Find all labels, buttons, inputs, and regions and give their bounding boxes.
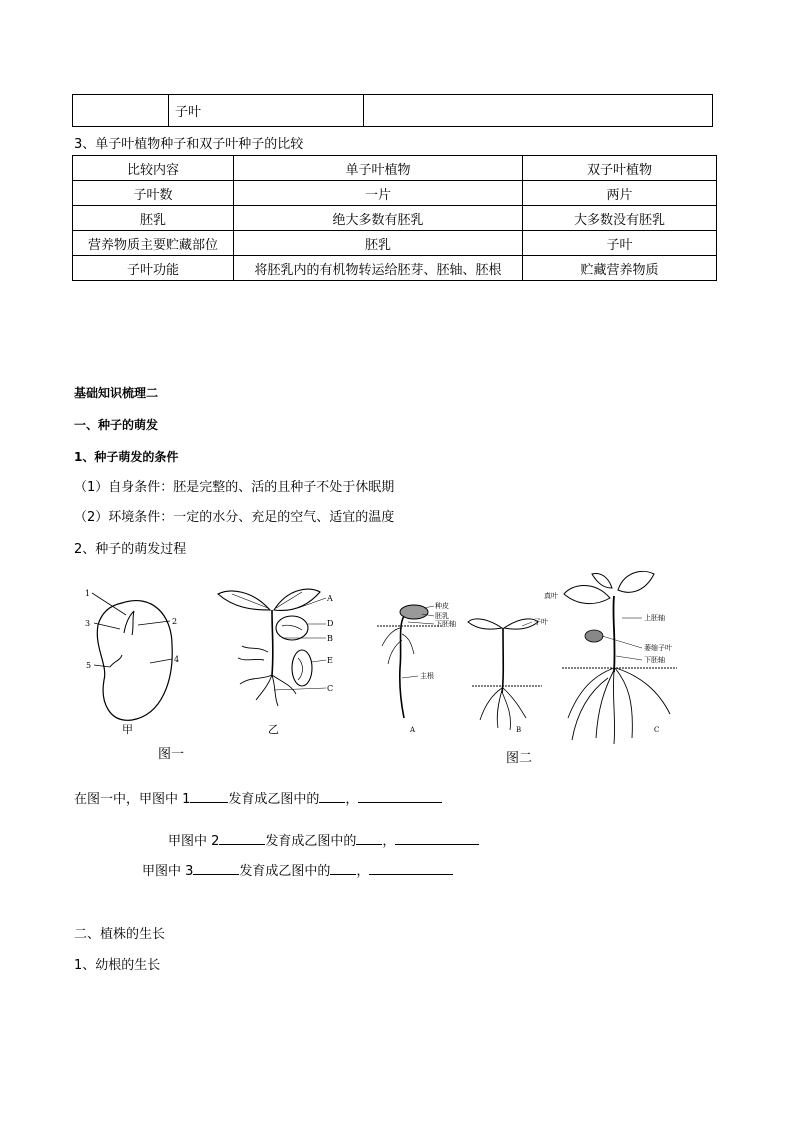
figure1-sublabel-a: 甲 [122,723,133,736]
seed-label-4: 4 [174,655,180,664]
question-2-sep: ， [382,834,396,849]
section2-subheading: 1、幼根的生长 [74,958,161,973]
seedling-label-d: D [327,619,334,628]
table-header-cell: 比较内容 [73,156,234,181]
compare-table [72,155,717,281]
question-3-sep: ， [356,864,370,879]
table-header-row [73,156,717,181]
table-cell: 胚乳 [234,231,523,256]
germination-label-shrunken-cotyledon: 萎缩子叶 [644,644,672,652]
question-2 [168,832,479,851]
table-cell: 两片 [523,181,717,206]
figure2-caption: 图二 [506,751,533,766]
germination-label-seed-coat: 种皮 [435,602,449,610]
question-1-prefix: 在图一中，甲图中 1 [74,792,191,807]
seedling-label-c: C [327,684,334,693]
answer-blank[interactable] [395,832,479,845]
answer-blank[interactable] [193,862,239,875]
seed-label-2: 2 [172,617,178,626]
germination-label-main-root: 主根 [420,672,434,680]
question-1-mid: 发育成乙图中的 [228,792,320,807]
top-table-cell-empty [73,95,169,127]
condition-1: （1）自身条件：胚是完整的、活的且种子不处于休眠期 [74,480,395,495]
germination-label-cotyledon: 子叶 [534,618,548,626]
question-1-sep: ， [345,792,359,807]
section3-title: 3、单子叶植物种子和双子叶种子的比较 [74,137,304,152]
question-3 [142,862,453,881]
germination-label-true-leaf: 真叶 [544,592,558,600]
seedling-diagram [212,580,342,715]
table-row [73,256,717,281]
top-table-cell-label: 子叶 [169,95,364,127]
table-cell: 大多数没有胚乳 [523,206,717,231]
table-row [73,231,717,256]
part2-heading: 基础知识梳理二 [74,386,159,400]
table-cell: 子叶数 [73,181,234,206]
seed-label-5: 5 [86,661,92,670]
answer-blank[interactable] [190,790,228,803]
top-table-cell-empty [364,95,713,127]
condition-2: （2）环境条件：一定的水分、充足的空气、适宜的温度 [74,510,395,525]
figure1-sublabel-b: 乙 [268,723,279,736]
seedling-label-a: A [327,594,333,603]
table-header-cell: 单子叶植物 [234,156,523,181]
table-cell: 子叶功能 [73,256,234,281]
question-1 [74,790,442,809]
section1-heading: 一、种子的萌发 [74,418,159,432]
question-3-prefix: 甲图中 3 [142,864,194,879]
germination-label-hypocotyl-a: 下胚轴 [435,620,456,628]
top-table [72,94,713,127]
figure1-caption: 图一 [158,747,185,762]
table-cell: 绝大多数有胚乳 [234,206,523,231]
seedling-label-b: B [327,634,333,643]
table-cell: 将胚乳内的有机物转运给胚芽、胚轴、胚根 [234,256,523,281]
subsection1-heading: 1、种子萌发的条件 [74,450,179,464]
seed-label-1: 1 [85,589,91,598]
answer-blank[interactable] [330,862,356,875]
seed-label-3: 3 [85,619,91,628]
section2-heading: 二、植株的生长 [74,927,166,942]
table-cell: 营养物质主要贮藏部位 [73,231,234,256]
table-cell: 贮藏营养物质 [523,256,717,281]
germination-stage-a: A [410,726,416,734]
table-cell: 子叶 [523,231,717,256]
table-row [73,181,717,206]
germination-label-endosperm: 胚乳 [435,612,449,620]
seedling-label-e: E [327,656,333,665]
question-3-mid: 发育成乙图中的 [239,864,331,879]
table-header-cell: 双子叶植物 [523,156,717,181]
germination-diagram [372,568,682,750]
answer-blank[interactable] [369,862,453,875]
answer-blank[interactable] [219,832,265,845]
answer-blank[interactable] [358,790,442,803]
question-2-mid: 发育成乙图中的 [265,834,357,849]
answer-blank[interactable] [319,790,345,803]
germination-stage-b: B [516,726,522,734]
germination-stage-c: C [654,726,660,734]
answer-blank[interactable] [356,832,382,845]
question-2-prefix: 甲图中 2 [168,834,220,849]
subsection2-heading: 2、种子的萌发过程 [74,542,187,557]
table-cell: 胚乳 [73,206,234,231]
germination-label-hypocotyl-c: 下胚轴 [644,656,665,664]
table-row [73,206,717,231]
seed-diagram [82,585,192,735]
germination-label-epicotyl: 上胚轴 [644,614,665,622]
table-cell: 一片 [234,181,523,206]
